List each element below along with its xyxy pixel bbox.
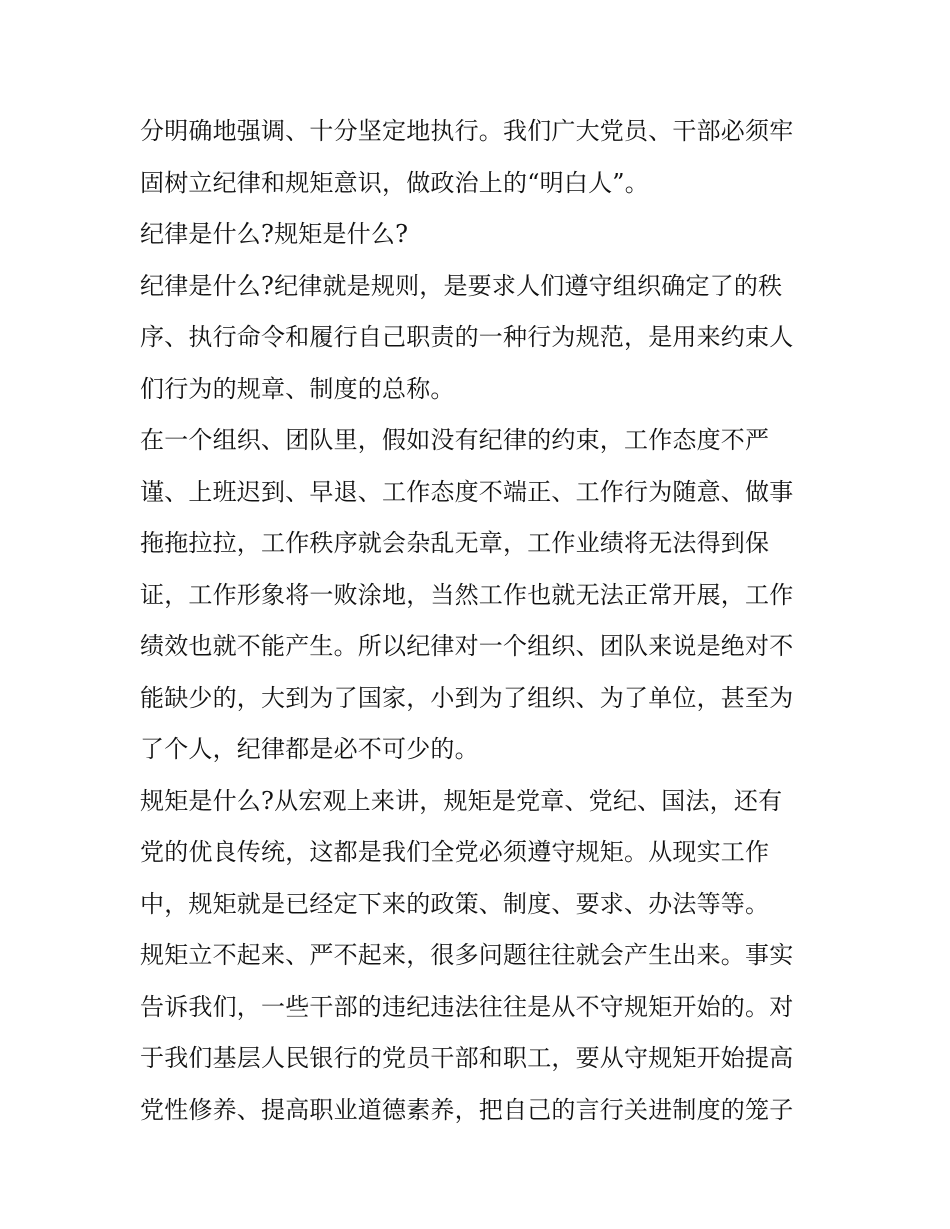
text-line: 规矩是什么?从宏观上来讲，规矩是党章、党纪、国法，还有	[140, 786, 783, 815]
body-text	[140, 106, 820, 1136]
text-line: 在一个组织、团队里，假如没有纪律的约束，工作态度不严	[140, 426, 770, 454]
text-line: 了个人，纪律都是必不可少的。	[140, 735, 479, 763]
text-line: 谨、上班迟到、早退、工作态度不端正、工作行为随意、做事	[140, 477, 794, 506]
text-line: 纪律是什么?纪律就是规则，是要求人们遵守组织确定了的秩	[140, 271, 783, 300]
text-line: 党性修养、提高职业道德素养，把自己的言行关进制度的笼子	[140, 1095, 794, 1124]
section-question: 纪律是什么?规矩是什么?	[140, 220, 409, 248]
text-line: 党的优良传统，这都是我们全党必须遵守规矩。从现实工作	[140, 838, 770, 866]
text-line: 固树立纪律和规矩意识，做政治上的“明白人”。	[140, 168, 649, 197]
text-line: 拖拖拉拉，工作秩序就会杂乱无章，工作业绩将无法得到保	[140, 529, 770, 557]
text-line: 于我们基层人民银行的党员干部和职工，要从守规矩开始提高	[140, 1044, 794, 1072]
text-line: 序、执行命令和履行自己职责的一种行为规范，是用来约束人	[140, 323, 794, 351]
text-line: 们行为的规章、制度的总称。	[140, 374, 455, 403]
text-line: 分明确地强调、十分坚定地执行。我们广大党员、干部必须牢	[140, 117, 794, 145]
text-line: 绩效也就不能产生。所以纪律对一个组织、团队来说是绝对不	[140, 632, 794, 660]
text-line: 告诉我们，一些干部的违纪违法往往是从不守规矩开始的。对	[140, 992, 794, 1021]
text-line: 中，规矩就是已经定下来的政策、制度、要求、办法等等。	[140, 889, 770, 918]
text-line: 规矩立不起来、严不起来，很多问题往往就会产生出来。事实	[140, 941, 794, 969]
text-line: 能缺少的，大到为了国家，小到为了组织、为了单位，甚至为	[140, 683, 794, 712]
text-line: 证，工作形象将一败涂地，当然工作也就无法正常开展，工作	[140, 580, 794, 609]
